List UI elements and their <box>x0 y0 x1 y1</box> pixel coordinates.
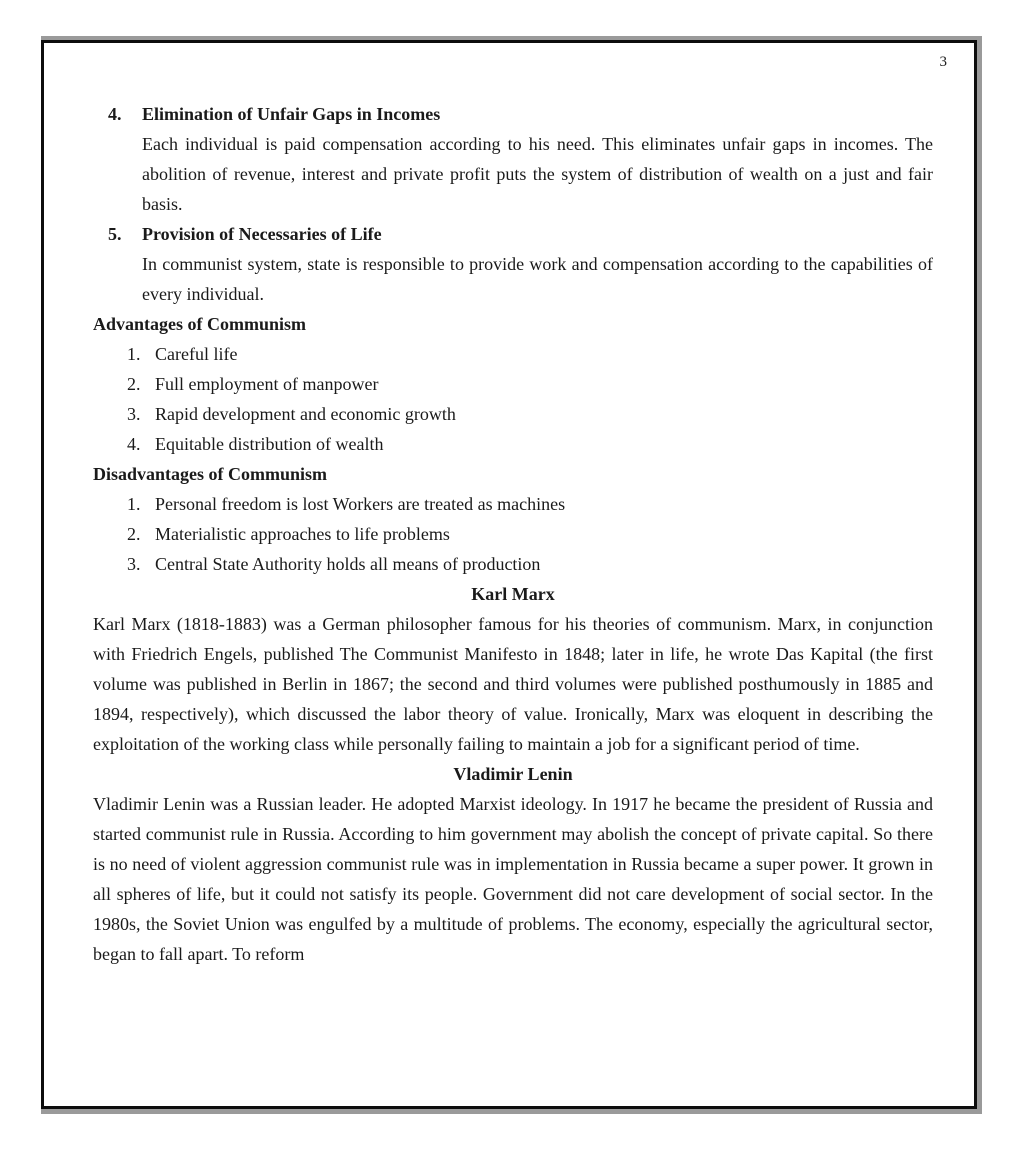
list-item <box>127 489 933 519</box>
advantages-heading: Advantages of Communism <box>93 314 307 334</box>
section-heading-text: Provision of Necessaries of Life <box>142 224 382 244</box>
page-number: 3 <box>939 54 947 70</box>
list-item <box>127 339 933 369</box>
section-number: 4. <box>108 104 122 124</box>
list-item-number: 3. <box>127 404 141 424</box>
list-item <box>127 519 933 549</box>
disadvantages-heading: Disadvantages of Communism <box>93 464 328 484</box>
list-item-text: Materialistic approaches to life problems <box>155 524 450 544</box>
list-item-number: 2. <box>127 374 141 394</box>
list-item-text: Careful life <box>155 344 238 364</box>
list-item <box>127 549 933 579</box>
section-heading-text: Elimination of Unfair Gaps in Incomes <box>142 104 441 124</box>
karl-marx-heading: Karl Marx <box>471 584 555 604</box>
document-content <box>44 43 974 969</box>
list-item-text: Personal freedom is lost Workers are treated as machines <box>155 494 566 514</box>
list-item-number: 1. <box>127 344 141 364</box>
page-frame-shadow <box>41 36 982 1114</box>
section-heading-5 <box>108 219 933 249</box>
list-item <box>127 429 933 459</box>
list-item-text: Central State Authority holds all means of production <box>155 554 541 574</box>
list-item-number: 3. <box>127 554 141 574</box>
list-item-text: Full employment of manpower <box>155 374 379 394</box>
section-body-4: Each individual is paid compensation according to his need. This eliminates unfair gaps in incomes. The abolition of revenue, interest and private profit puts the system of distribution of wealth on a just and fair basis. <box>142 134 933 214</box>
list-item <box>127 369 933 399</box>
section-body-5: In communist system, state is responsible to provide work and compensation according to the capabilities of every individual. <box>142 254 933 304</box>
vladimir-lenin-paragraph: Vladimir Lenin was a Russian leader. He adopted Marxist ideology. In 1917 he became the president of Russia and started communist rule in Russia. According to him government may abolish the concept of private capital. So there is no need of violent aggression communist rule was in implementation in Russia became a super power. It grown in all spheres of life, but it could not satisfy its people. Government did not care development of social sector. In the 1980s, the Soviet Union was engulfed by a multitude of problems. The economy, especially the agricultural sector, began to fall apart. To reform <box>93 794 933 964</box>
list-item-number: 2. <box>127 524 141 544</box>
section-number: 5. <box>108 224 122 244</box>
list-item-number: 1. <box>127 494 141 514</box>
list-item-text: Rapid development and economic growth <box>155 404 456 424</box>
vladimir-lenin-heading: Vladimir Lenin <box>453 764 573 784</box>
list-item-number: 4. <box>127 434 141 454</box>
karl-marx-paragraph: Karl Marx (1818-1883) was a German philosopher famous for his theories of communism. Marx, in conjunction with Friedrich Engels, published The Communist Manifesto in 1848; later in life, he wrote Das Kapital (the first volume was published in Berlin in 1867; the second and third volumes were published posthumously in 1885 and 1894, respectively), which discussed the labor theory of value. Ironically, Marx was eloquent in describing the exploitation of the working class while personally failing to maintain a job for a significant period of time. <box>93 614 933 754</box>
list-item <box>127 399 933 429</box>
page-frame <box>41 40 977 1109</box>
list-item-text: Equitable distribution of wealth <box>155 434 384 454</box>
section-heading-4 <box>108 99 933 129</box>
